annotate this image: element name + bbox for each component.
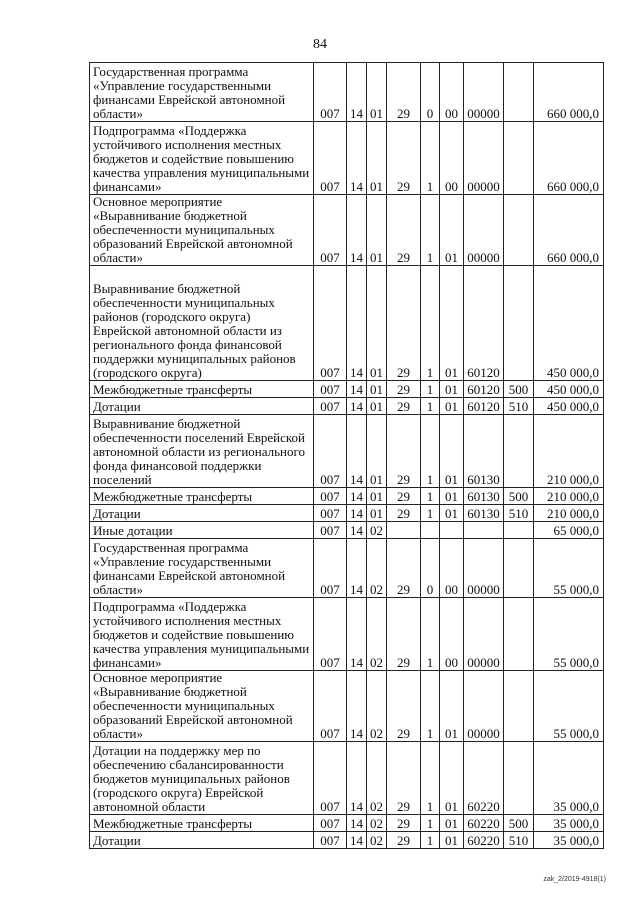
event-code: 00	[440, 63, 464, 122]
amount: 35 000,0	[534, 832, 604, 849]
expense-type-code	[504, 195, 534, 266]
amount: 210 000,0	[534, 488, 604, 505]
section-code: 14	[347, 415, 367, 488]
expense-type-code: 500	[504, 381, 534, 398]
event-code: 01	[440, 381, 464, 398]
subprogram-code: 1	[421, 398, 440, 415]
direction-code: 60120	[464, 398, 504, 415]
direction-code: 00000	[464, 671, 504, 742]
subprogram-code: 1	[421, 598, 440, 671]
ministry-code: 007	[314, 488, 347, 505]
subsection-code: 01	[367, 398, 387, 415]
row-name: Дотации	[90, 398, 314, 415]
subsection-code: 01	[367, 488, 387, 505]
amount: 35 000,0	[534, 742, 604, 815]
expense-type-code: 500	[504, 488, 534, 505]
direction-code	[464, 522, 504, 539]
table-row	[90, 742, 604, 815]
subprogram-code: 1	[421, 742, 440, 815]
row-name: Государственная программа «Управление государственными финансами Еврейской автономной области»	[90, 539, 314, 598]
row-name: Межбюджетные трансферты	[90, 488, 314, 505]
amount: 450 000,0	[534, 381, 604, 398]
subprogram-code: 1	[421, 415, 440, 488]
program-code: 29	[387, 398, 421, 415]
ministry-code: 007	[314, 63, 347, 122]
amount: 55 000,0	[534, 598, 604, 671]
section-code: 14	[347, 381, 367, 398]
subsection-code: 02	[367, 671, 387, 742]
row-name: Дотации	[90, 505, 314, 522]
direction-code: 60220	[464, 832, 504, 849]
subsection-code: 02	[367, 742, 387, 815]
section-code: 14	[347, 488, 367, 505]
row-name: Иные дотации	[90, 522, 314, 539]
footer-code: zak_2/2019-4918(1)	[543, 876, 606, 883]
table-row	[90, 832, 604, 849]
ministry-code: 007	[314, 671, 347, 742]
expense-type-code: 510	[504, 505, 534, 522]
section-code: 14	[347, 398, 367, 415]
expense-type-code: 510	[504, 398, 534, 415]
page-number: 84	[313, 37, 327, 52]
program-code: 29	[387, 598, 421, 671]
table-row	[90, 195, 604, 266]
program-code: 29	[387, 742, 421, 815]
subsection-code: 01	[367, 195, 387, 266]
row-name: Основное мероприятие «Выравнивание бюджетной обеспеченности муниципальных образований Еврейской автономной области»	[90, 195, 314, 266]
amount: 450 000,0	[534, 398, 604, 415]
subsection-code: 02	[367, 522, 387, 539]
program-code: 29	[387, 488, 421, 505]
table-row	[90, 505, 604, 522]
direction-code: 60130	[464, 488, 504, 505]
table-row	[90, 381, 604, 398]
ministry-code: 007	[314, 398, 347, 415]
table-row	[90, 539, 604, 598]
ministry-code: 007	[314, 381, 347, 398]
event-code: 00	[440, 598, 464, 671]
subsection-code: 02	[367, 815, 387, 832]
expense-type-code	[504, 598, 534, 671]
event-code: 01	[440, 488, 464, 505]
ministry-code: 007	[314, 195, 347, 266]
amount: 660 000,0	[534, 63, 604, 122]
ministry-code: 007	[314, 832, 347, 849]
section-code: 14	[347, 671, 367, 742]
ministry-code: 007	[314, 505, 347, 522]
subprogram-code: 1	[421, 488, 440, 505]
subsection-code: 01	[367, 415, 387, 488]
section-code: 14	[347, 832, 367, 849]
expense-type-code	[504, 671, 534, 742]
section-code: 14	[347, 742, 367, 815]
amount: 35 000,0	[534, 815, 604, 832]
subprogram-code: 0	[421, 63, 440, 122]
event-code: 01	[440, 398, 464, 415]
expense-type-code	[504, 415, 534, 488]
row-name: Межбюджетные трансферты	[90, 381, 314, 398]
expense-type-code	[504, 522, 534, 539]
subsection-code: 02	[367, 832, 387, 849]
event-code: 01	[440, 266, 464, 381]
amount: 210 000,0	[534, 415, 604, 488]
program-code: 29	[387, 815, 421, 832]
event-code: 01	[440, 195, 464, 266]
table-row	[90, 671, 604, 742]
subprogram-code: 1	[421, 671, 440, 742]
section-code: 14	[347, 122, 367, 195]
direction-code: 00000	[464, 539, 504, 598]
section-code: 14	[347, 63, 367, 122]
table-row	[90, 63, 604, 122]
program-code: 29	[387, 266, 421, 381]
direction-code: 60130	[464, 505, 504, 522]
row-name: Дотации	[90, 832, 314, 849]
subprogram-code: 1	[421, 505, 440, 522]
event-code: 01	[440, 505, 464, 522]
subsection-code: 01	[367, 63, 387, 122]
direction-code: 00000	[464, 63, 504, 122]
program-code: 29	[387, 63, 421, 122]
direction-code: 60220	[464, 815, 504, 832]
table-row	[90, 266, 604, 381]
row-name: Государственная программа «Управление государственными финансами Еврейской автономной области»	[90, 63, 314, 122]
event-code: 01	[440, 832, 464, 849]
subprogram-code: 1	[421, 815, 440, 832]
subprogram-code: 1	[421, 122, 440, 195]
program-code	[387, 522, 421, 539]
event-code: 01	[440, 815, 464, 832]
ministry-code: 007	[314, 539, 347, 598]
expense-type-code: 500	[504, 815, 534, 832]
row-name: Подпрограмма «Поддержка устойчивого исполнения местных бюджетов и содействие повышению качества управления муниципальными финансами»	[90, 598, 314, 671]
direction-code: 60120	[464, 381, 504, 398]
section-code: 14	[347, 598, 367, 671]
table-row	[90, 488, 604, 505]
ministry-code: 007	[314, 122, 347, 195]
amount: 660 000,0	[534, 195, 604, 266]
program-code: 29	[387, 505, 421, 522]
event-code: 00	[440, 539, 464, 598]
ministry-code: 007	[314, 742, 347, 815]
subsection-code: 01	[367, 122, 387, 195]
ministry-code: 007	[314, 522, 347, 539]
expense-type-code: 510	[504, 832, 534, 849]
program-code: 29	[387, 832, 421, 849]
event-code	[440, 522, 464, 539]
subsection-code: 01	[367, 381, 387, 398]
program-code: 29	[387, 415, 421, 488]
event-code: 00	[440, 122, 464, 195]
subprogram-code	[421, 522, 440, 539]
row-name: Дотации на поддержку мер по обеспечению сбалансированности бюджетов муниципальных районов (городского округа) Еврейской автономной области	[90, 742, 314, 815]
expense-type-code	[504, 266, 534, 381]
direction-code: 60120	[464, 266, 504, 381]
direction-code: 00000	[464, 122, 504, 195]
table-row	[90, 122, 604, 195]
table-row	[90, 398, 604, 415]
table-row	[90, 815, 604, 832]
table-row	[90, 598, 604, 671]
expense-type-code	[504, 742, 534, 815]
budget-table	[89, 62, 604, 849]
row-name: Подпрограмма «Поддержка устойчивого исполнения местных бюджетов и содействие повышению качества управления муниципальными финансами»	[90, 122, 314, 195]
subprogram-code: 1	[421, 195, 440, 266]
program-code: 29	[387, 539, 421, 598]
ministry-code: 007	[314, 415, 347, 488]
amount: 660 000,0	[534, 122, 604, 195]
table-row	[90, 522, 604, 539]
direction-code: 60220	[464, 742, 504, 815]
ministry-code: 007	[314, 598, 347, 671]
amount: 55 000,0	[534, 539, 604, 598]
row-name: Основное мероприятие «Выравнивание бюджетной обеспеченности муниципальных образований Еврейской автономной области»	[90, 671, 314, 742]
subprogram-code: 0	[421, 539, 440, 598]
program-code: 29	[387, 381, 421, 398]
section-code: 14	[347, 522, 367, 539]
event-code: 01	[440, 671, 464, 742]
row-name: Выравнивание бюджетной обеспеченности муниципальных районов (городского округа) Еврейской автономной области из регионального фонда финансовой поддержки муниципальных районов (городского округа)	[90, 266, 314, 381]
section-code: 14	[347, 815, 367, 832]
event-code: 01	[440, 415, 464, 488]
program-code: 29	[387, 195, 421, 266]
section-code: 14	[347, 539, 367, 598]
program-code: 29	[387, 671, 421, 742]
expense-type-code	[504, 122, 534, 195]
subsection-code: 01	[367, 266, 387, 381]
row-name: Выравнивание бюджетной обеспеченности поселений Еврейской автономной области из регионального фонда финансовой поддержки поселений	[90, 415, 314, 488]
amount: 450 000,0	[534, 266, 604, 381]
section-code: 14	[347, 266, 367, 381]
subprogram-code: 1	[421, 832, 440, 849]
direction-code: 00000	[464, 195, 504, 266]
subprogram-code: 1	[421, 381, 440, 398]
event-code: 01	[440, 742, 464, 815]
expense-type-code	[504, 63, 534, 122]
program-code: 29	[387, 122, 421, 195]
section-code: 14	[347, 505, 367, 522]
amount: 210 000,0	[534, 505, 604, 522]
direction-code: 00000	[464, 598, 504, 671]
ministry-code: 007	[314, 266, 347, 381]
direction-code: 60130	[464, 415, 504, 488]
ministry-code: 007	[314, 815, 347, 832]
subsection-code: 01	[367, 505, 387, 522]
table-row	[90, 415, 604, 488]
section-code: 14	[347, 195, 367, 266]
subsection-code: 02	[367, 598, 387, 671]
subsection-code: 02	[367, 539, 387, 598]
amount: 65 000,0	[534, 522, 604, 539]
amount: 55 000,0	[534, 671, 604, 742]
expense-type-code	[504, 539, 534, 598]
subprogram-code: 1	[421, 266, 440, 381]
row-name: Межбюджетные трансферты	[90, 815, 314, 832]
